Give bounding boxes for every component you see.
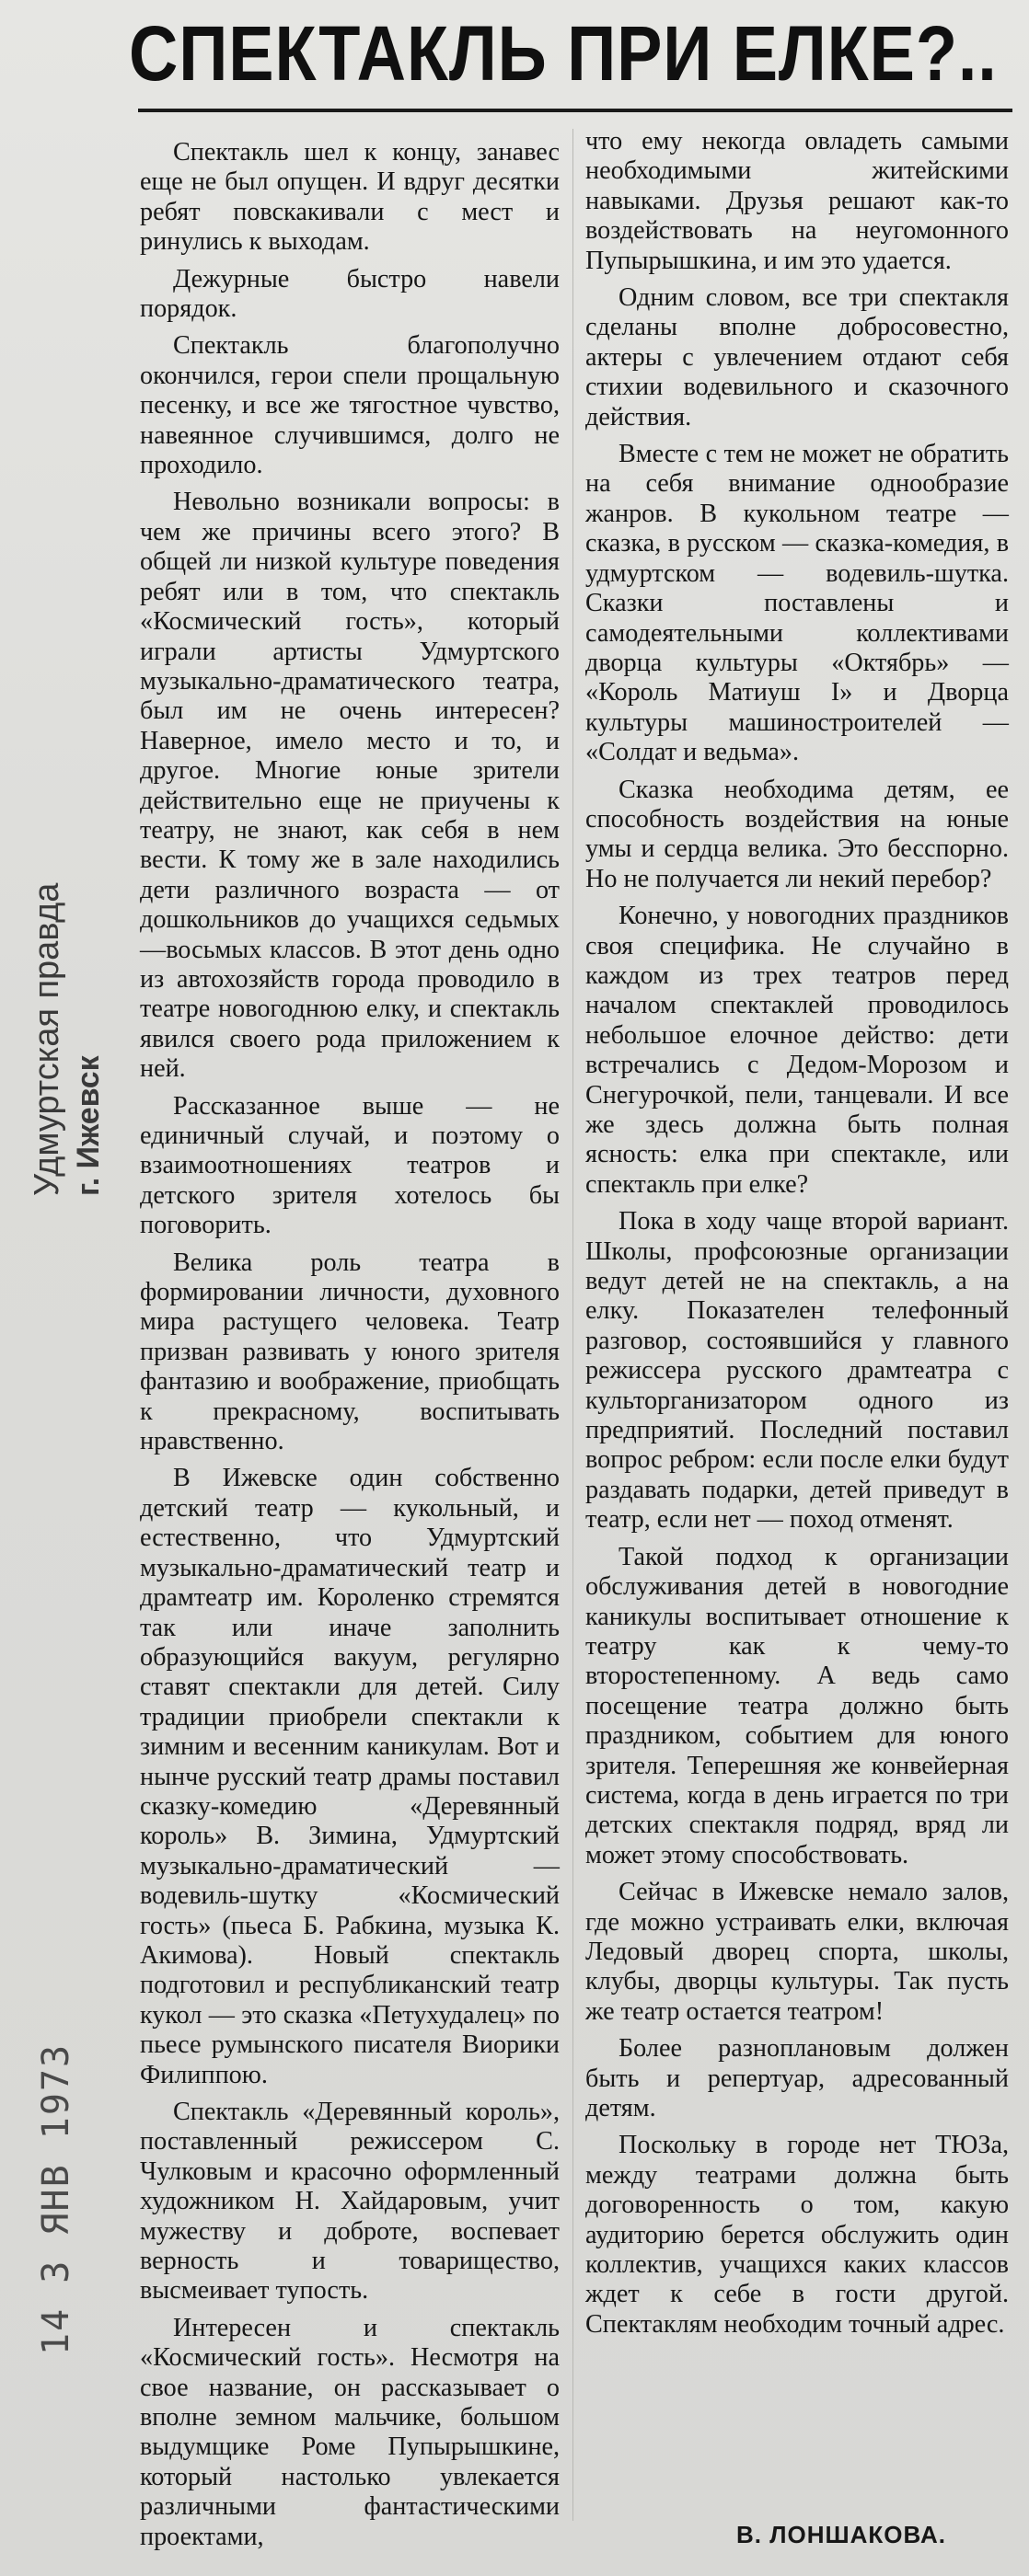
paragraph: Интересен и спектакль «Космический гость». Несмотря на свое название, он рассказывает о вполне земном мальчике, большом выдумщике Роме Пупырышкине, который настолько увлекается различными фантастическими проектами,	[140, 2313, 560, 2551]
paragraph: Рассказанное выше — не единичный случай, и поэтому о взаимоотношениях театров и детского зрителя хотелось бы поговорить.	[140, 1091, 560, 1240]
paragraph: Более разноплановым должен быть и репертуар, адресованный детям.	[585, 2034, 1009, 2122]
paragraph: Такой подход к организации обслуживания детей в новогодние каникулы воспитывает отношение к театру как к чему-то второстепенному. А ведь само посещение театра должно быть праздником, событием для юного зрителя. Теперешняя же конвейерная система, когда в день играется по три детских спектакля подряд, вряд ли может этому способствовать.	[585, 1542, 1009, 1869]
paragraph: Спектакль благополучно окончился, герои спели прощальную песенку, и все же тягостное чувство, навеянное случившимся, долго не проходило.	[140, 331, 560, 480]
date-stamp: 14 3 ЯНВ 1973	[35, 2042, 77, 2355]
author-signature: В. ЛОНШАКОВА.	[736, 2521, 946, 2548]
paragraph: Сказка необходима детям, ее способность воздействия на юные умы и сердца велика. Это бесспорно. Но не получается ли некий перебор?	[585, 775, 1009, 893]
paragraph: Спектакль шел к концу, занавес еще не был опущен. И вдруг десятки ребят повскакивали с мест и ринулись к выходам.	[140, 138, 560, 257]
article-column-1	[140, 138, 560, 2559]
paragraph: Спектакль «Деревянный король», поставленный режиссером С. Чулковым и красочно оформленный художником Н. Хайдаровым, учит мужеству и доброте, воспевает верность и товарищество, высмеивает тупость.	[140, 2098, 560, 2306]
paragraph: Пока в ходу чаще второй вариант. Школы, профсоюзные организации ведут детей не на спектакль, а на елку. Показателен телефонный разговор, состоявшийся у главного режиссера русского драмтеатра с культорганизатором одного из предприятий. Последний поставил вопрос ребром: если после елки будут раздавать подарки, детей приведут в театр, если нет — поход отменят.	[585, 1207, 1009, 1535]
paragraph: Вместе с тем не может не обратить на себя внимание однообразие жанров. В кукольном театре — сказка, в русском — сказка-комедия, в удмуртском — водевиль-шутка. Сказки поставлены и самодеятельными коллективами дворца культуры «Октябрь» — «Король Матиуш I» и Дворца культуры машиностроителей — «Солдат и ведьма».	[585, 440, 1009, 767]
paragraph: Поскольку в городе нет ТЮЗа, между театрами должна быть договоренность о том, какую аудиторию берется обслужить один коллектив, учащихся каких классов ждет к себе в гости другой. Спектаклям необходим точный адрес.	[585, 2131, 1009, 2339]
paragraph: В Ижевске один собственно детский театр — кукольный, и естественно, что Удмуртский музыкально-драматический театр и драмтеатр им. Короленко стремятся так или иначе заполнить образующийся вакуум, регулярно ставят спектакли для детей. Силу традиции приобрели спектакли к зимним и весенним каникулам. Вот и нынче русский театр драмы поставил сказку-комедию «Деревянный король» В. Зимина, Удмуртский музыкально-драматический — водевиль-шутку «Космический гость» (пьеса Б. Рабкина, музыка К. Акимова). Новый спектакль подготовил и республиканский театр кукол — это сказка «Петухудалец» по пьесе румынского писателя Виорики Филиппою.	[140, 1464, 560, 2089]
paragraph: Одним словом, все три спектакля сделаны вполне добросовестно, актеры с увлечением отдают себя стихии водевильного и сказочного действия.	[585, 283, 1009, 431]
paragraph: Невольно возникали вопросы: в чем же причины всего этого? В общей ли низкой культуре поведения ребят или в том, что спектакль «Космический гость», который играли артисты Удмуртского музыкально-драматического театра, был им не очень интересен? Наверное, имело место и то, и другое. Многие юные зрители действительно еще не приучены к театру, не знают, как себя в нем вести. К тому же в зале находились дети различного возраста — от дошкольников до учащихся седьмых—восьмых классов. В этот день одно из автохозяйств города проводило в театре новогоднюю елку, и спектакль явился своего рода приложением к ней.	[140, 488, 560, 1084]
article-title: СПЕКТАКЛЬ ПРИ ЕЛКЕ?..	[129, 10, 998, 97]
article-column-2	[585, 127, 1009, 2347]
paragraph: Велика роль театра в формировании личности, духовного мира растущего человека. Театр призван развивать у юного зрителя фантазию и воображение, приобщать к прекрасному, воспитывать нравственно.	[140, 1248, 560, 1456]
title-rule	[138, 109, 1012, 112]
paragraph: Сейчас в Ижевске немало залов, где можно устраивать елки, включая Ледовый дворец спорта, школы, клубы, дворцы культуры. Так пусть же театр остается театром!	[585, 1878, 1009, 2026]
newspaper-name: Удмуртская правда	[28, 882, 66, 1196]
newspaper-source	[28, 883, 107, 1196]
paragraph: что ему некогда овладеть самыми необходимыми житейскими навыками. Друзья решают как-то воздействовать на неугомонного Пупырышкина, и им это удается.	[585, 127, 1009, 275]
column-divider	[572, 129, 573, 2521]
paragraph: Дежурные быстро навели порядок.	[140, 264, 560, 324]
newspaper-city: г. Ижевск	[71, 1055, 106, 1196]
paragraph: Конечно, у новогодних праздников своя специфика. Не случайно в каждом из трех театров перед началом спектаклей проводилось небольшое елочное действо: дети встречались с Дедом-Морозом и Снегурочкой, пели, танцевали. И все же здесь должна быть полная ясность: елка при спектакле, или спектакль при елке?	[585, 902, 1009, 1199]
